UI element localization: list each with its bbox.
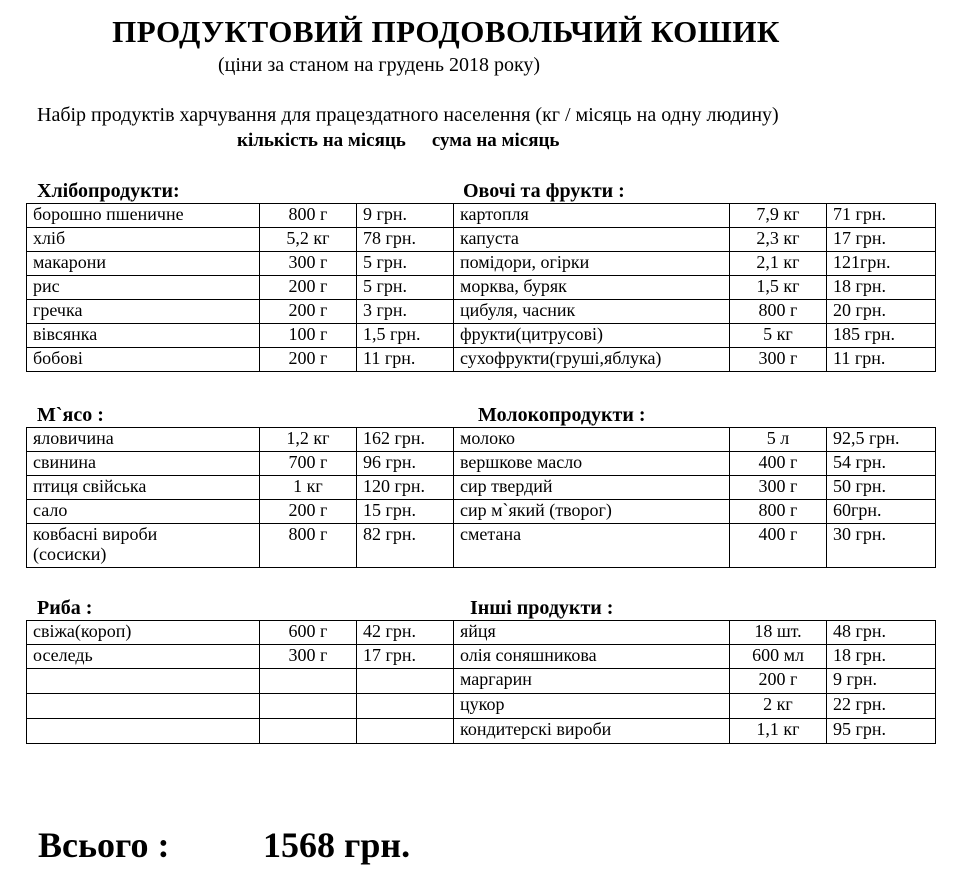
left-product-name: свинина <box>27 452 260 476</box>
left-product-sum <box>357 669 454 694</box>
right-product-name: фрукти(цитрусові) <box>454 324 730 348</box>
right-product-quantity: 400 г <box>730 452 827 476</box>
section-title-meat: М`ясо : <box>37 404 104 426</box>
left-product-quantity: 100 г <box>260 324 357 348</box>
right-product-quantity: 200 г <box>730 669 827 694</box>
right-product-sum: 54 грн. <box>827 452 936 476</box>
left-product-name: ковбасні вироби (сосиски) <box>27 524 260 568</box>
right-product-sum: 22 грн. <box>827 694 936 719</box>
right-product-quantity: 800 г <box>730 300 827 324</box>
left-product-sum: 5 грн. <box>357 276 454 300</box>
left-product-quantity: 300 г <box>260 252 357 276</box>
left-product-sum: 17 грн. <box>357 645 454 669</box>
left-product-name: бобові <box>27 348 260 372</box>
right-product-quantity: 800 г <box>730 500 827 524</box>
left-product-quantity: 700 г <box>260 452 357 476</box>
right-product-name: картопля <box>454 204 730 228</box>
right-product-name: яйця <box>454 621 730 645</box>
right-product-sum: 121грн. <box>827 252 936 276</box>
sum-column-header: сума на місяць <box>431 130 560 151</box>
right-product-sum: 9 грн. <box>827 669 936 694</box>
right-product-name: вершкове масло <box>454 452 730 476</box>
left-product-name: макарони <box>27 252 260 276</box>
left-product-quantity: 1,2 кг <box>260 428 357 452</box>
right-product-name: сухофрукти(груші,яблука) <box>454 348 730 372</box>
page-subtitle: (ціни за станом на грудень 2018 року) <box>218 54 541 76</box>
table-row <box>27 252 936 276</box>
right-product-sum: 48 грн. <box>827 621 936 645</box>
left-product-name: оселедь <box>27 645 260 669</box>
left-product-quantity: 5,2 кг <box>260 228 357 252</box>
right-product-quantity: 2 кг <box>730 694 827 719</box>
left-product-quantity: 200 г <box>260 348 357 372</box>
table-row <box>27 428 936 452</box>
left-product-name: яловичина <box>27 428 260 452</box>
left-product-quantity: 800 г <box>260 524 357 568</box>
products-table-meat-dairy <box>26 427 936 568</box>
left-product-sum: 162 грн. <box>357 428 454 452</box>
right-product-quantity: 2,1 кг <box>730 252 827 276</box>
left-product-name: сало <box>27 500 260 524</box>
left-product-name: гречка <box>27 300 260 324</box>
right-product-name: молоко <box>454 428 730 452</box>
right-product-sum: 20 грн. <box>827 300 936 324</box>
products-table-fish-other <box>26 620 936 744</box>
table-row <box>27 694 936 719</box>
page-title: ПРОДУКТОВИЙ ПРОДОВОЛЬЧИЙ КОШИК <box>112 14 780 49</box>
right-product-name: сметана <box>454 524 730 568</box>
right-product-sum: 30 грн. <box>827 524 936 568</box>
total-label: Всього : <box>38 825 170 865</box>
left-product-name: рис <box>27 276 260 300</box>
left-product-name <box>27 719 260 744</box>
right-product-name: кондитерскі вироби <box>454 719 730 744</box>
right-product-quantity: 2,3 кг <box>730 228 827 252</box>
right-product-sum: 71 грн. <box>827 204 936 228</box>
left-product-quantity <box>260 694 357 719</box>
quantity-column-header: кількість на місяць <box>237 130 406 151</box>
right-product-quantity: 400 г <box>730 524 827 568</box>
left-product-sum: 42 грн. <box>357 621 454 645</box>
column-headers <box>237 130 559 152</box>
table-row <box>27 348 936 372</box>
left-product-sum: 5 грн. <box>357 252 454 276</box>
table-row <box>27 476 936 500</box>
table-row <box>27 524 936 568</box>
left-product-quantity: 200 г <box>260 300 357 324</box>
left-product-quantity: 600 г <box>260 621 357 645</box>
section-title-bakery: Хлібопродукти: <box>37 180 180 202</box>
left-product-name: вівсянка <box>27 324 260 348</box>
table-row <box>27 500 936 524</box>
right-product-name: цибуля, часник <box>454 300 730 324</box>
right-product-quantity: 600 мл <box>730 645 827 669</box>
left-product-name: свіжа(короп) <box>27 621 260 645</box>
table-row <box>27 228 936 252</box>
table-row <box>27 324 936 348</box>
left-product-sum: 11 грн. <box>357 348 454 372</box>
right-product-quantity: 1,5 кг <box>730 276 827 300</box>
right-product-sum: 50 грн. <box>827 476 936 500</box>
right-product-name: сир твердий <box>454 476 730 500</box>
section-title-other: Інші продукти : <box>470 597 614 619</box>
table-row <box>27 645 936 669</box>
left-product-quantity: 800 г <box>260 204 357 228</box>
right-product-sum: 17 грн. <box>827 228 936 252</box>
left-product-quantity: 200 г <box>260 276 357 300</box>
left-product-sum: 82 грн. <box>357 524 454 568</box>
right-product-sum: 95 грн. <box>827 719 936 744</box>
total-value: 1568 грн. <box>263 825 411 865</box>
left-product-quantity <box>260 669 357 694</box>
section-title-vegetables: Овочі та фрукти : <box>463 180 625 202</box>
table-row <box>27 669 936 694</box>
left-product-name: хліб <box>27 228 260 252</box>
left-product-sum: 3 грн. <box>357 300 454 324</box>
right-product-sum: 11 грн. <box>827 348 936 372</box>
right-product-quantity: 300 г <box>730 476 827 500</box>
right-product-name: морква, буряк <box>454 276 730 300</box>
left-product-sum <box>357 719 454 744</box>
right-product-name: олія соняшникова <box>454 645 730 669</box>
left-product-sum: 96 грн. <box>357 452 454 476</box>
table-row <box>27 300 936 324</box>
left-product-name <box>27 669 260 694</box>
left-product-sum: 1,5 грн. <box>357 324 454 348</box>
left-product-quantity <box>260 719 357 744</box>
table-row <box>27 204 936 228</box>
right-product-quantity: 5 кг <box>730 324 827 348</box>
left-product-quantity: 1 кг <box>260 476 357 500</box>
right-product-quantity: 7,9 кг <box>730 204 827 228</box>
right-product-quantity: 18 шт. <box>730 621 827 645</box>
right-product-sum: 60грн. <box>827 500 936 524</box>
right-product-name: маргарин <box>454 669 730 694</box>
left-product-sum <box>357 694 454 719</box>
right-product-name: помідори, огірки <box>454 252 730 276</box>
right-product-quantity: 300 г <box>730 348 827 372</box>
left-product-sum: 9 грн. <box>357 204 454 228</box>
section-title-fish: Риба : <box>37 597 93 619</box>
right-product-sum: 185 грн. <box>827 324 936 348</box>
table-row <box>27 621 936 645</box>
left-product-quantity: 200 г <box>260 500 357 524</box>
table-row <box>27 276 936 300</box>
right-product-sum: 18 грн. <box>827 276 936 300</box>
left-product-sum: 78 грн. <box>357 228 454 252</box>
right-product-name: цукор <box>454 694 730 719</box>
left-product-quantity: 300 г <box>260 645 357 669</box>
left-product-name: птиця свійська <box>27 476 260 500</box>
table-row <box>27 719 936 744</box>
left-product-sum: 120 грн. <box>357 476 454 500</box>
products-table-bakery-vegetables <box>26 203 936 372</box>
section-title-dairy: Молокопродукти : <box>478 404 646 426</box>
left-product-name: борошно пшеничне <box>27 204 260 228</box>
right-product-quantity: 1,1 кг <box>730 719 827 744</box>
right-product-name: капуста <box>454 228 730 252</box>
intro-text: Набір продуктів харчування для працездатного населення (кг / місяць на одну людину) <box>37 104 779 126</box>
right-product-sum: 92,5 грн. <box>827 428 936 452</box>
right-product-sum: 18 грн. <box>827 645 936 669</box>
table-row <box>27 452 936 476</box>
left-product-sum: 15 грн. <box>357 500 454 524</box>
right-product-name: сир м`який (творог) <box>454 500 730 524</box>
left-product-name <box>27 694 260 719</box>
right-product-quantity: 5 л <box>730 428 827 452</box>
